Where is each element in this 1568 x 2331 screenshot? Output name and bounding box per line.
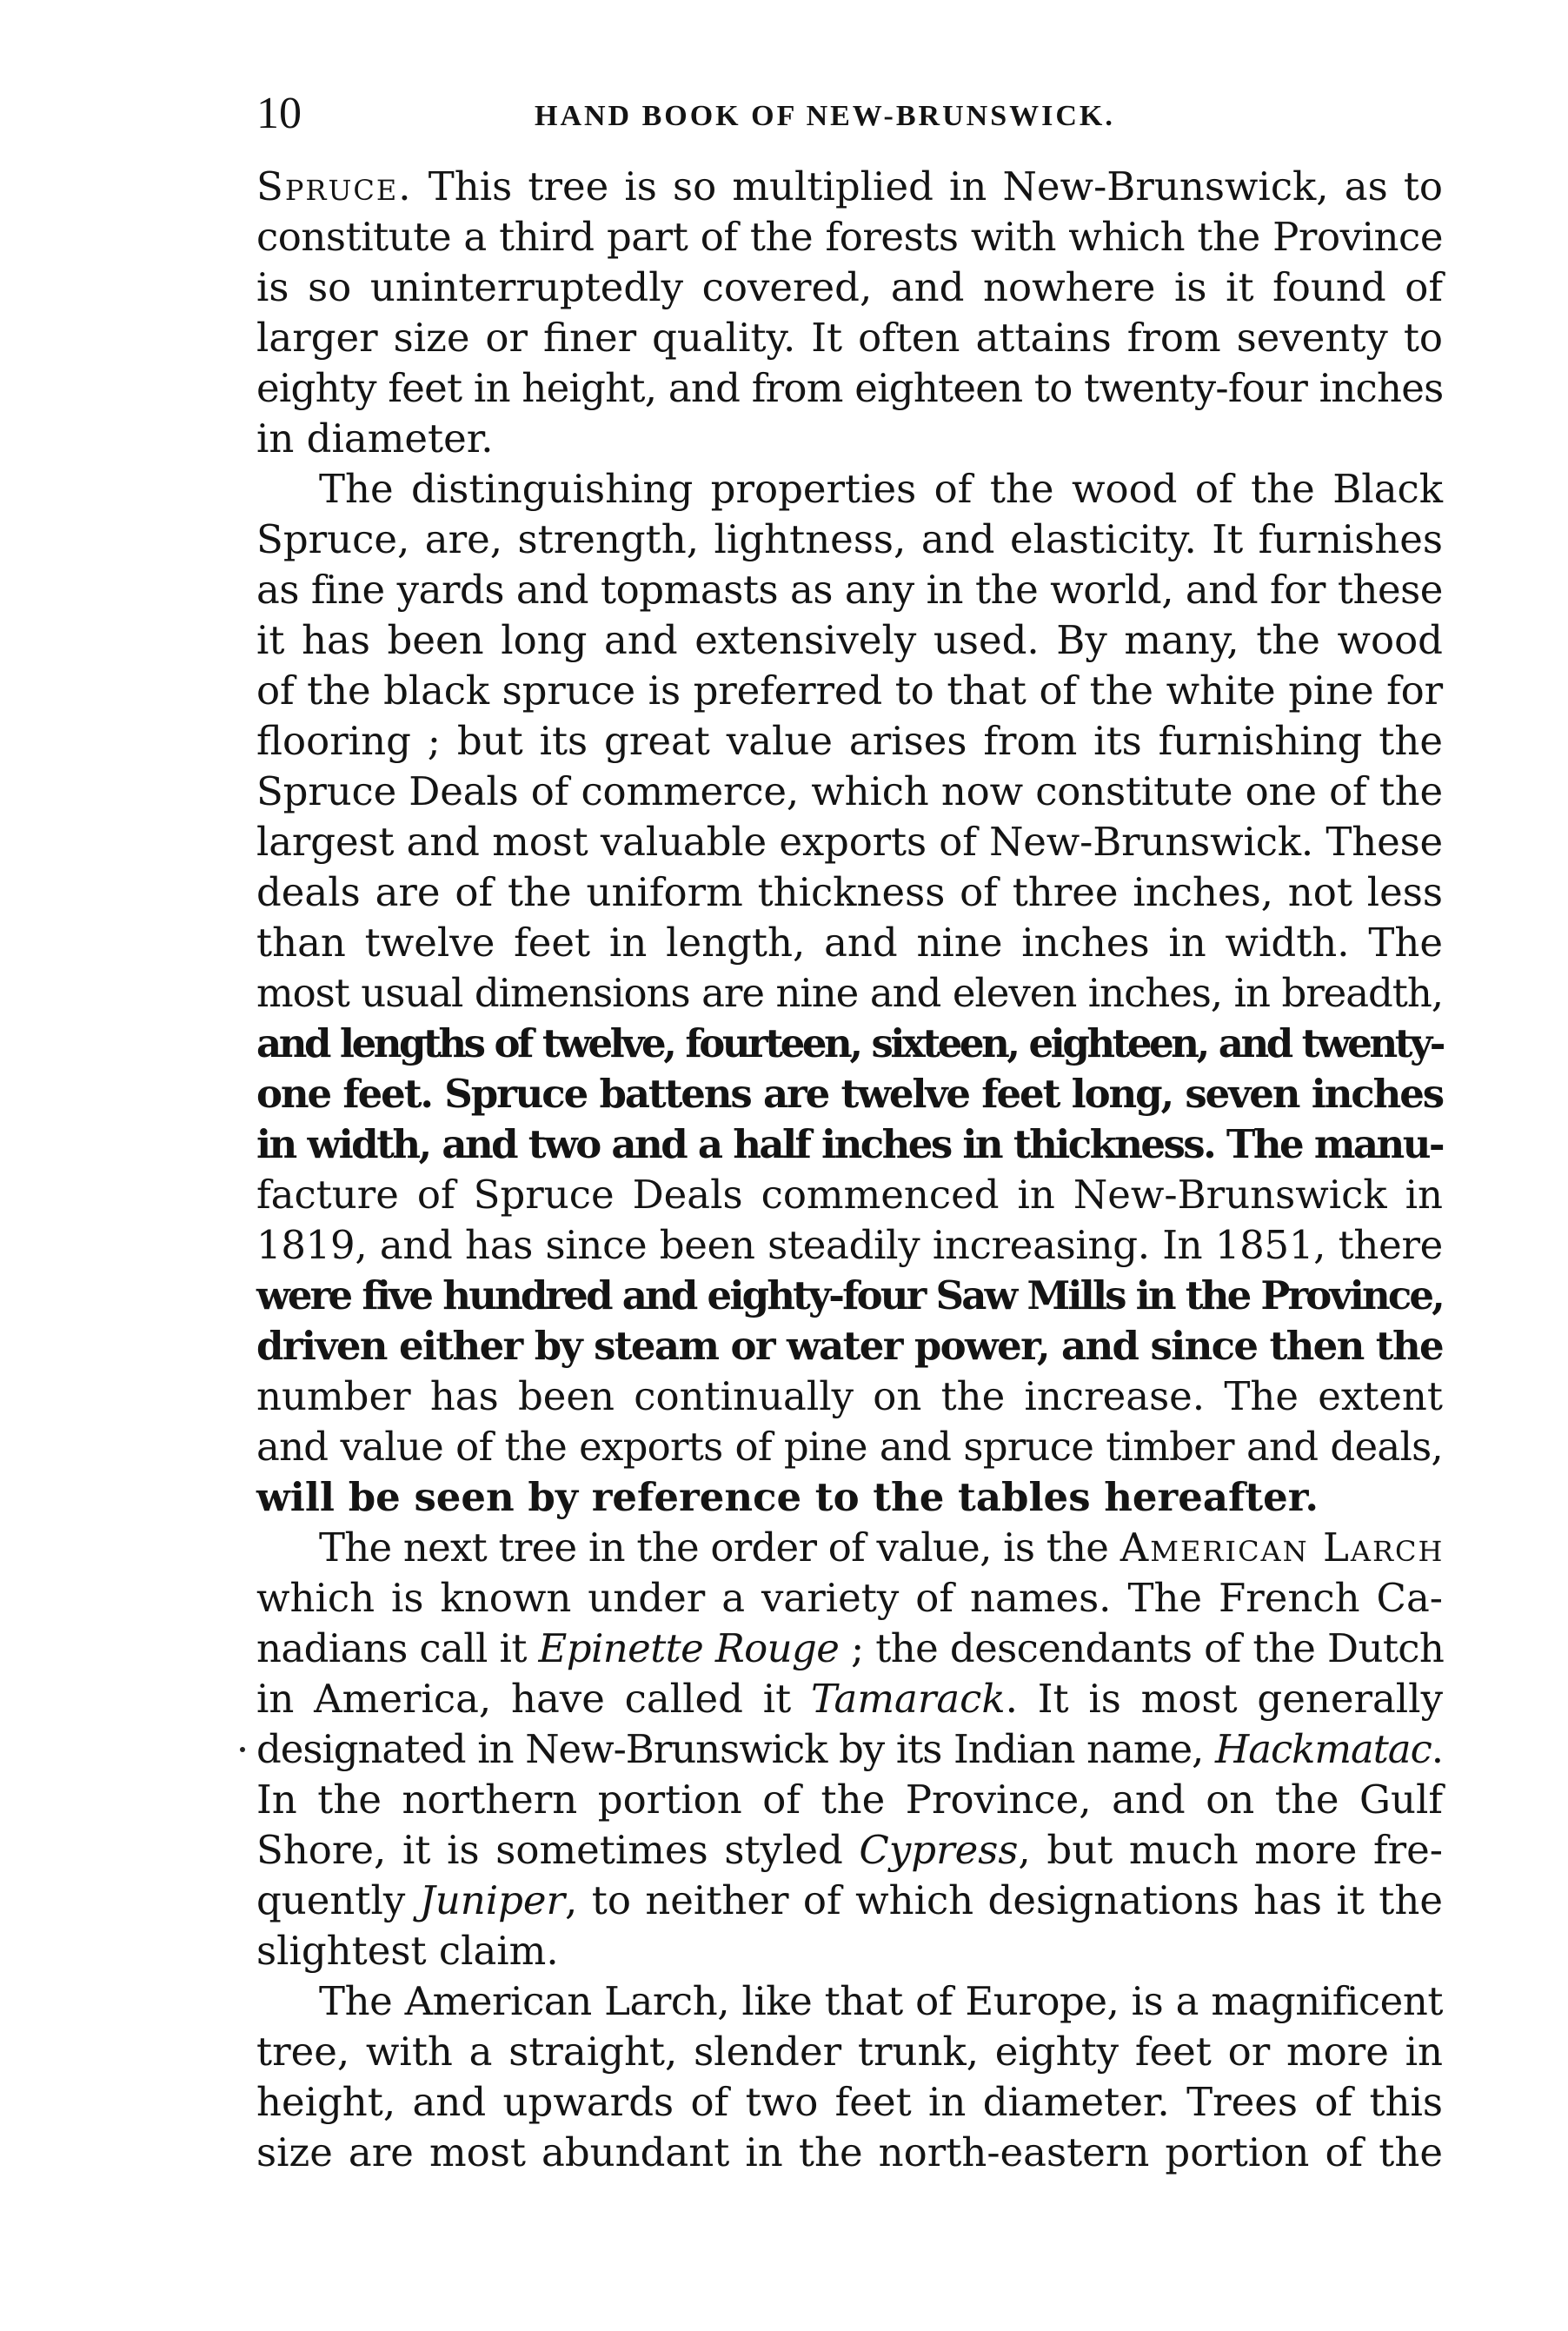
text-line [256, 867, 1443, 918]
text-line [256, 1119, 1443, 1170]
running-title: HAND BOOK OF NEW-BRUNSWICK. [535, 100, 1115, 132]
text-run: is so uninterruptedly covered, and nowhere is it found of [256, 264, 1443, 310]
text-line [256, 1573, 1443, 1624]
text-run: tree, with a straight, slender trunk, eighty feet or more in [256, 2029, 1443, 2075]
text-line [256, 1674, 1443, 1724]
text-line [256, 615, 1443, 666]
text-line [256, 1220, 1443, 1271]
text-run: it has been long and extensively used. By many, the wood [256, 617, 1443, 663]
text-run: , to neither of which designations has it the [565, 1877, 1443, 1923]
text-run: ; the descendants of the Dutch [839, 1625, 1445, 1671]
text-run: . [1431, 1726, 1443, 1772]
text-line [256, 1371, 1443, 1422]
text-line [256, 1724, 1443, 1775]
text-line [256, 1523, 1443, 1573]
text-run: height, and upwards of two feet in diameter. Trees of this [256, 2079, 1443, 2125]
text-line [256, 363, 1443, 414]
text-line [256, 767, 1443, 817]
text-line [256, 918, 1443, 968]
text-run: as fine yards and topmasts as any in the world, and for these [256, 567, 1443, 613]
text-line [256, 1019, 1443, 1069]
margin-mark [240, 1747, 245, 1752]
body-text [256, 162, 1443, 2178]
text-run: one feet. Spruce battens are twelve feet long, seven inches [256, 1071, 1443, 1117]
text-run: than twelve feet in length, and nine inches in width. The [256, 920, 1443, 966]
text-run: Shore, it is sometimes styled [256, 1827, 860, 1873]
text-run: deals are of the uniform thickness of three inches, not less [256, 869, 1443, 915]
text-line [256, 2077, 1443, 2128]
text-line [256, 2027, 1443, 2077]
text-run: 1819, and has since been steadily increasing. In 1851, there [256, 1222, 1443, 1268]
text-line [256, 565, 1443, 615]
text-line [256, 1825, 1443, 1876]
paragraph [256, 162, 1443, 464]
text-run: were five hundred and eighty-four Saw Mills in the Province, [256, 1272, 1443, 1318]
text-run: . It is most generally [1005, 1676, 1443, 1722]
italic-term: Juniper [419, 1877, 566, 1923]
text-run: will be seen by reference to the tables hereafter. [256, 1474, 1319, 1520]
text-run: , but much more fre- [1018, 1827, 1443, 1873]
text-line [256, 1624, 1443, 1674]
text-run: of the black spruce is preferred to that of the white pine for [256, 667, 1443, 714]
text-run: The distinguishing properties of the wood of the Black [319, 466, 1443, 512]
text-run: flooring ; but its great value arises from its furnishing the [256, 718, 1443, 764]
text-line [256, 666, 1443, 716]
text-run: slightest claim. [256, 1928, 559, 1974]
text-run: size are most abundant in the north-eastern portion of the [256, 2129, 1443, 2175]
text-line [256, 464, 1443, 515]
text-line [256, 212, 1443, 262]
text-line [256, 262, 1443, 313]
text-run: larger size or finer quality. It often attains from seventy to [256, 315, 1443, 361]
text-line [256, 1472, 1443, 1523]
text-run: and lengths of twelve, fourteen, sixteen, eighteen, and twenty- [256, 1020, 1443, 1066]
text-line [256, 1976, 1443, 2027]
text-line [256, 515, 1443, 565]
text-run: in width, and two and a half inches in thickness. The manu- [256, 1121, 1443, 1167]
text-run: Spruce Deals of commerce, which now constitute one of the [256, 768, 1443, 814]
text-run: in America, have called it [256, 1676, 811, 1722]
text-run: facture of Spruce Deals commenced in New-Brunswick in [256, 1172, 1443, 1218]
text-line [256, 1321, 1443, 1371]
text-line [256, 1170, 1443, 1220]
text-run: In the northern portion of the Province, and on the Gulf [256, 1776, 1443, 1823]
text-line [256, 716, 1443, 767]
text-line [256, 1271, 1443, 1321]
text-run: largest and most valuable exports of New-Brunswick. These [256, 819, 1443, 865]
text-run: designated in New-Brunswick by its Indian name, [256, 1726, 1216, 1772]
text-line [256, 1775, 1443, 1825]
text-run: which is known under a variety of names. The French Ca- [256, 1575, 1443, 1621]
text-run: nadians call it [256, 1625, 539, 1671]
small-caps-term: Spruce. [256, 163, 413, 209]
text-run: constitute a third part of the forests with which the Province [256, 214, 1443, 260]
text-run: and value of the exports of pine and spruce timber and deals, [256, 1424, 1443, 1470]
paragraph [256, 1976, 1443, 2178]
paragraph [256, 464, 1443, 1523]
text-line [256, 162, 1443, 212]
italic-term: Cypress [859, 1827, 1019, 1873]
running-head [256, 83, 1438, 144]
text-run: most usual dimensions are nine and eleven inches, in breadth, [256, 970, 1443, 1016]
text-run: driven either by steam or water power, and since then the [256, 1323, 1443, 1369]
italic-term: Tamarack [810, 1676, 1006, 1722]
text-run: The next tree in the order of value, is the [319, 1524, 1120, 1571]
text-line [256, 968, 1443, 1019]
text-line [256, 2128, 1443, 2178]
page-number: 10 [256, 89, 302, 138]
text-line [256, 1422, 1443, 1472]
text-run: Spruce, are, strength, lightness, and elasticity. It furnishes [256, 516, 1443, 562]
text-run: quently [256, 1877, 420, 1923]
paragraph [256, 1523, 1443, 1976]
text-run: in diameter. [256, 415, 494, 462]
small-caps-term: American Larch [1120, 1524, 1445, 1571]
italic-term: Epinette Rouge [538, 1625, 840, 1671]
text-run: eighty feet in height, and from eighteen to twenty-four inches [256, 365, 1444, 411]
text-line [256, 817, 1443, 867]
text-run: This tree is so multiplied in New-Brunswick, as to [412, 163, 1443, 209]
text-line [256, 313, 1443, 363]
italic-term: Hackmatac [1215, 1726, 1432, 1772]
text-line [256, 1876, 1443, 1926]
text-line [256, 1926, 1443, 1976]
text-line [256, 1069, 1443, 1119]
text-run: number has been continually on the increase. The extent [256, 1373, 1443, 1419]
text-line [256, 414, 1443, 464]
text-run: The American Larch, like that of Europe, is a magnificent [319, 1978, 1443, 2024]
